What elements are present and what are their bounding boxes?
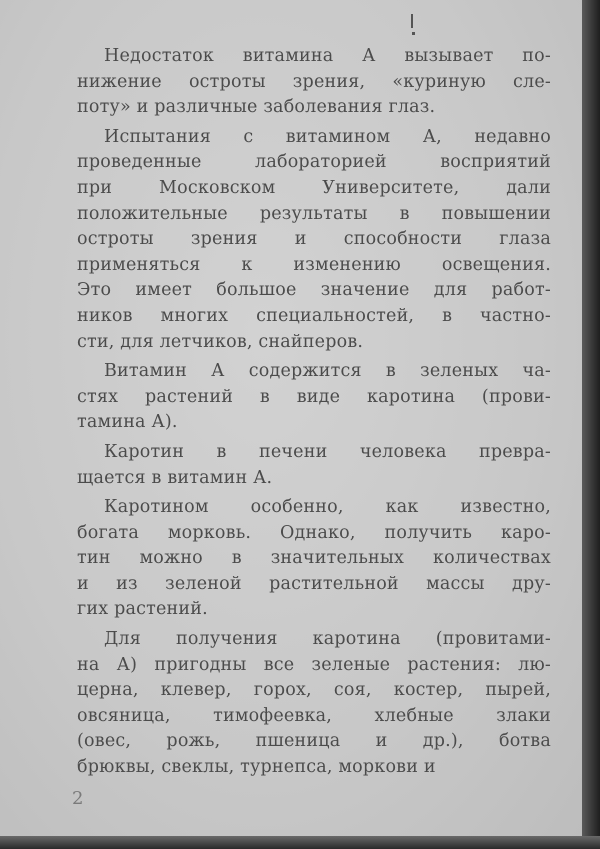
- ink-mark: [411, 14, 413, 28]
- paragraph: [77, 44, 551, 121]
- paragraph: [77, 125, 551, 355]
- text-line: тамина А).: [77, 412, 178, 433]
- text-line: Это имеет большое значение для работ-: [77, 280, 551, 301]
- body-text: [77, 44, 551, 785]
- text-line: Испытания с витамином А, недавно: [104, 126, 551, 147]
- text-line: Витамин А содержится в зеленых ча-: [104, 361, 551, 382]
- text-line: положительные результаты в повышении: [77, 203, 551, 224]
- text-line: применяться к изменению освещения.: [77, 254, 551, 275]
- text-line: и из зеленой растительной массы дру-: [77, 573, 551, 594]
- text-line: (овес, рожь, пшеница и др.), ботва: [77, 731, 551, 752]
- paragraph: [77, 627, 551, 781]
- paragraph: [77, 495, 551, 623]
- page-number: 2: [72, 788, 84, 809]
- text-line: гих растений.: [77, 599, 208, 620]
- text-line: поту» и различные заболевания глаз.: [77, 97, 436, 118]
- text-line: проведенные лабораторией восприятий: [77, 152, 551, 173]
- text-line: тин можно в значительных количествах: [77, 548, 551, 569]
- page-edge-shadow: [0, 836, 600, 849]
- text-line: стях растений в виде каротина (прови-: [77, 386, 551, 407]
- text-line: Каротином особенно, как известно,: [104, 497, 551, 518]
- text-line: щается в витамин А.: [77, 467, 273, 488]
- text-line: ников многих специальностей, в частно-: [77, 305, 551, 326]
- text-line: Недостаток витамина А вызывает по-: [104, 46, 551, 66]
- text-line: Для получения каротина (провитами-: [104, 629, 551, 650]
- paragraph: [77, 440, 551, 491]
- text-line: остроты зрения и способности глаза: [77, 229, 551, 250]
- text-line: богата морковь. Однако, получить каро-: [77, 522, 551, 543]
- text-line: сти, для летчиков, снайперов.: [77, 331, 364, 352]
- text-line: нижение остроты зрения, «куриную сле-: [77, 71, 551, 92]
- text-line: брюквы, свеклы, турнепса, моркови и: [77, 757, 436, 778]
- ink-mark: [412, 32, 415, 35]
- text-line: овсяница, тимофеевка, хлебные злаки: [77, 705, 551, 726]
- text-line: церна, клевер, горох, соя, костер, пырей,: [77, 680, 551, 701]
- text-line: при Московском Университете, дали: [77, 177, 551, 198]
- paragraph: [77, 359, 551, 436]
- text-line: Каротин в печени человека превра-: [104, 441, 551, 462]
- text-line: на А) пригодны все зеленые растения: лю-: [77, 654, 551, 675]
- page-edge-shadow: [582, 0, 600, 849]
